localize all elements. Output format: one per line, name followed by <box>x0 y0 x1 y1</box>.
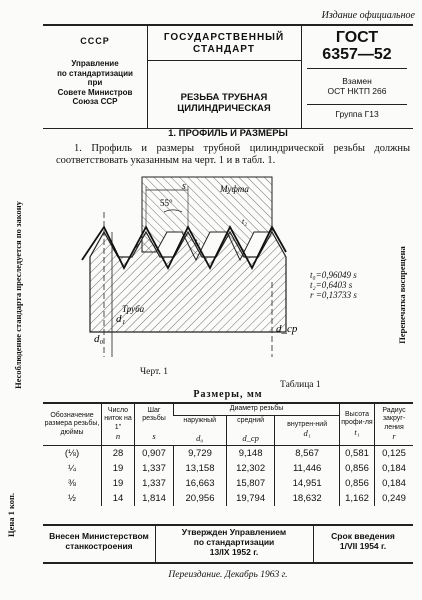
table-cell: ⅜ <box>68 478 76 489</box>
dimensions-table <box>43 402 413 506</box>
standard-type: ГОСУДАРСТВЕННЫЙ СТАНДАРТ <box>163 32 285 55</box>
formula-t2: t₂=0,6403 s <box>310 280 353 290</box>
table-cell: 1,337 <box>135 476 174 491</box>
org-name: Управление по стандартизации при Совете Министров Союза ССР <box>57 59 133 106</box>
formula-r: r =0,13733 s <box>310 290 357 300</box>
table-cell: 0,907 <box>135 446 174 462</box>
table-cell: 0,856 <box>340 476 375 491</box>
table-title: Размеры, мм <box>193 389 263 400</box>
thread-profile-drawing <box>72 172 312 362</box>
formula-t0: t₀=0,96049 s <box>310 270 357 280</box>
side-note-reprint: Перепечатка воспрещена <box>397 246 407 344</box>
col-height: Высота профи-ля t₁ <box>340 403 375 446</box>
table-cell: 28 <box>102 446 135 462</box>
formula-block <box>310 270 357 300</box>
dcp-label: d_cp <box>276 323 298 335</box>
replaces-note: Взамен ОСТ НКТП 266 <box>327 76 387 96</box>
group-code: Группа Г13 <box>335 109 379 119</box>
table-row <box>43 446 413 462</box>
r-label: r <box>136 241 140 250</box>
table-row <box>43 476 413 491</box>
table-cell: 9,729 <box>174 446 227 462</box>
table-cell: 0,125 <box>375 446 414 462</box>
table-cell: 14,951 <box>275 476 340 491</box>
country-name: СССР <box>80 36 110 46</box>
gost-label: ГОСТ <box>335 29 379 46</box>
col-mean: средний d_cp <box>226 415 274 446</box>
figure-caption: Черт. 1 <box>140 367 168 377</box>
table-cell: 12,302 <box>226 461 274 476</box>
footer-block <box>43 524 413 564</box>
coupling-label: Муфта <box>220 184 249 194</box>
footer-introduced: Внесен Министерством станкостроения <box>49 531 149 551</box>
table-cell: 18,632 <box>275 491 340 506</box>
table-cell: 8,567 <box>275 446 340 462</box>
document-title: РЕЗЬБА ТРУБНАЯ ЦИЛИНДРИЧЕСКАЯ <box>177 92 271 114</box>
table-row <box>43 461 413 476</box>
table-cell: 13,158 <box>174 461 227 476</box>
col-inner: внутрен-ний d₁ <box>275 415 340 446</box>
reissue-note: Переиздание. Декабрь 1963 г. <box>168 570 288 580</box>
col-diameter-group: Диаметр резьбы <box>174 403 340 415</box>
table-cell: 19,794 <box>226 491 274 506</box>
intro-paragraph: 1. Профиль и размеры трубной цилиндрической резьбы должны соответствовать указанным на черт. 1 и в табл. 1. <box>56 143 410 166</box>
table-cell: 0,184 <box>375 461 414 476</box>
table-cell: ¼ <box>68 463 76 474</box>
header-gost-cell <box>301 26 413 128</box>
edition-label: Издание официальное <box>321 10 415 21</box>
t2-label: t₂ <box>242 217 248 226</box>
table-cell: 9,148 <box>226 446 274 462</box>
header-block <box>43 24 413 129</box>
d1-label: d₁ <box>116 313 126 325</box>
table-cell: 0,856 <box>340 461 375 476</box>
table-cell: 1,337 <box>135 461 174 476</box>
angle-label: 55° <box>160 198 173 208</box>
footer-approved: Утвержден Управлением по стандартизации 13/IX 1952 г. <box>181 527 287 557</box>
footer-effective: Срок введения 1/VII 1954 г. <box>331 531 395 551</box>
table-cell: 15,807 <box>226 476 274 491</box>
d0-label: d₀ <box>94 333 104 345</box>
section-title: 1. ПРОФИЛЬ И РАЗМЕРЫ <box>168 128 288 139</box>
table-cell: (⅛) <box>64 448 80 459</box>
header-title-cell <box>147 26 301 128</box>
pitch-label: s <box>182 181 186 192</box>
table-cell: 19 <box>102 461 135 476</box>
table-caption: Таблица 1 <box>280 380 321 390</box>
col-outer: наружный d₀ <box>174 415 227 446</box>
col-pitch: Шаг резьбы s <box>135 403 174 446</box>
side-note-law: Несоблюдение стандарта преследуется по закону <box>13 201 23 389</box>
header-ussr-cell <box>43 26 147 128</box>
table-row <box>43 491 413 506</box>
table-cell: 1,814 <box>135 491 174 506</box>
coupling-section <box>142 177 272 260</box>
t0-label: t₀ <box>195 237 201 246</box>
table-cell: 0,581 <box>340 446 375 462</box>
col-threads: Число ниток на 1" n <box>102 403 135 446</box>
table-cell: 16,663 <box>174 476 227 491</box>
side-note-price: Цена 1 коп. <box>6 492 16 538</box>
table-cell: 0,184 <box>375 476 414 491</box>
table-cell: 20,956 <box>174 491 227 506</box>
table-cell: 1,162 <box>340 491 375 506</box>
pipe-label: Труба <box>122 304 145 314</box>
table-cell: 11,446 <box>275 461 340 476</box>
table-cell: 19 <box>102 476 135 491</box>
table-cell: ½ <box>68 493 76 504</box>
table-cell: 0,249 <box>375 491 414 506</box>
gost-number: 6357—52 <box>322 46 392 63</box>
col-size: Обозначение размера резьбы, дюймы <box>43 403 102 446</box>
table-cell: 14 <box>102 491 135 506</box>
col-radius: Радиус закруг-ления r <box>375 403 414 446</box>
